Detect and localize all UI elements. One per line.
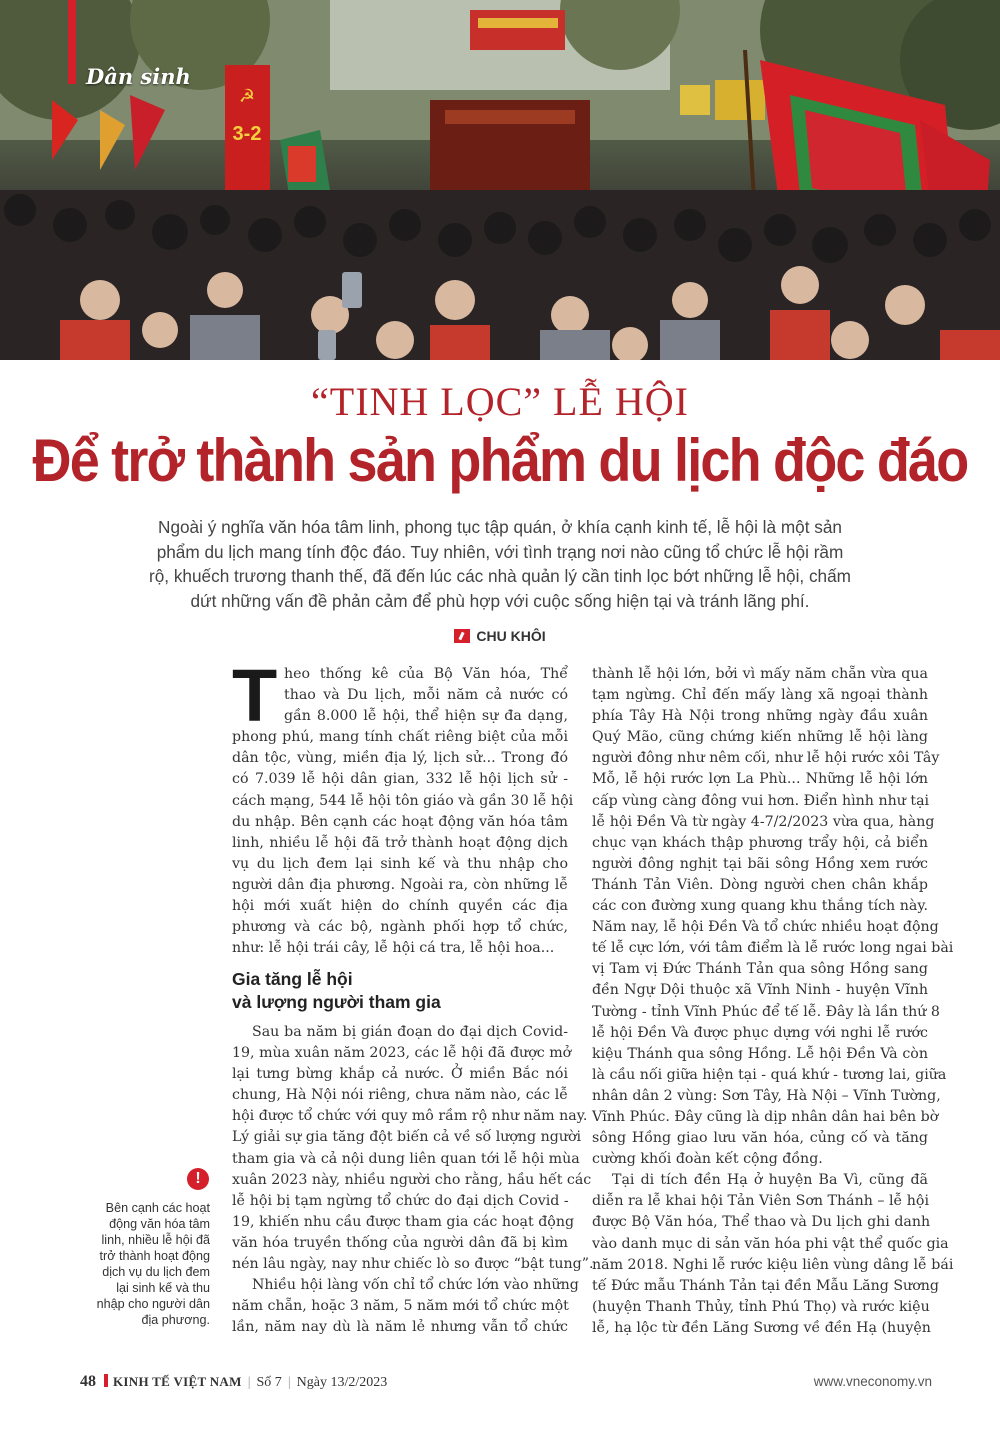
body-line: như: lễ hội trái cây, lễ hội cá tra, lễ hội hoa... bbox=[232, 940, 555, 957]
body-line: diễn ra lễ khai hội Tản Viên Sơn Thánh – lễ hội bbox=[592, 1193, 929, 1210]
body-line: văn hóa truyền thống của người dân đã bị kìm bbox=[232, 1234, 568, 1251]
note-line: động văn hóa tâm bbox=[109, 1217, 210, 1231]
section-marker bbox=[68, 0, 76, 84]
subhead-line: và lượng người tham gia bbox=[232, 992, 441, 1012]
svg-text:☭: ☭ bbox=[238, 86, 256, 107]
body-line: Tại di tích đền Hạ ở huyện Ba Vì, cũng đã bbox=[612, 1172, 928, 1189]
body-line: chung, Hà Nội nói riêng, chưa năm nào, các lễ bbox=[232, 1087, 568, 1104]
body-line: đền Ngự Dội thuộc xã Vĩnh Ninh - huyện Vĩnh bbox=[592, 982, 928, 999]
body-line: tế lễ cực lớn, với tâm điểm là lễ rước long ngai bài bbox=[592, 940, 954, 957]
body-line: hội mới xuất hiện do chính quyền các địa bbox=[232, 898, 568, 915]
footer-separator: | bbox=[287, 1375, 291, 1390]
pen-icon bbox=[454, 629, 470, 643]
article-headline: Để trở thành sản phẩm du lịch độc đáo bbox=[32, 427, 968, 495]
magazine-name: KINH TẾ VIỆT NAM bbox=[113, 1374, 242, 1389]
body-line: tham gia và cả nội dung liên quan tới lễ hội mùa bbox=[232, 1150, 580, 1167]
author-name: CHU KHÔI bbox=[476, 628, 546, 644]
festival-crowd-illustration bbox=[0, 0, 1000, 360]
body-line: thao và Du lịch, mỗi năm cả nước có bbox=[284, 687, 568, 704]
page-number: 48 bbox=[80, 1373, 96, 1390]
body-line: lần, năm nay dù là năm lẻ nhưng vẫn tổ chức bbox=[232, 1319, 568, 1336]
body-line: vào danh mục di sản văn hóa phi vật thể quốc gia bbox=[592, 1235, 949, 1252]
body-line: cường khối đoàn kết cộng đồng. bbox=[592, 1151, 823, 1168]
body-line: phương và các bộ, ngành phối hợp tổ chức, bbox=[232, 919, 568, 936]
body-line: heo thống kê của Bộ Văn hóa, Thể bbox=[284, 666, 568, 682]
lead-line: Ngoài ý nghĩa văn hóa tâm linh, phong tục tập quán, ở khía cạnh kinh tế, lễ hội là một sản bbox=[158, 517, 842, 537]
lead-line: rộ, khuếch trương thanh thế, đã đến lúc các nhà quản lý cần tinh lọc bớt những lễ hội, chấm bbox=[149, 566, 851, 586]
body-line: Tường - tỉnh Vĩnh Phúc để tế lễ. Đây là lần thứ 8 bbox=[592, 1003, 940, 1020]
website-link[interactable]: www.vneconomy.vn bbox=[813, 1374, 932, 1389]
body-line: kiệu Thánh qua sông Hồng. Lễ hội Đền Và còn bbox=[592, 1045, 928, 1062]
body-line: nén lâu ngày, nay như chiếc lò so được “bật tung”. bbox=[232, 1256, 594, 1273]
body-line: các con đường xung quang khu thắng tích này. bbox=[592, 898, 928, 915]
body-line: có 7.039 lễ hội dân gian, 332 lễ hội lịch sử - bbox=[232, 771, 568, 788]
body-line: tế Đức mẫu Thánh Tản tại đền Mẫu Lăng Sương bbox=[592, 1277, 939, 1294]
body-line: linh, nhiều lễ hội đã trở thành hoạt động dịch bbox=[232, 834, 568, 851]
body-line: gần 8.000 lễ hội, thể hiện sự đa dạng, bbox=[284, 708, 568, 725]
body-line: (huyện Thanh Thủy, tỉnh Phú Thọ) và rước kiệu bbox=[592, 1298, 930, 1315]
body-line: dân tộc, vùng, miền địa lý, lịch sử... Trong đó bbox=[232, 750, 568, 767]
drop-cap: T bbox=[232, 654, 278, 737]
body-line: người dân địa phương. Ngoài ra, còn những lễ bbox=[232, 876, 568, 893]
body-line: Lý giải sự gia tăng đột biến cả về số lượng người bbox=[232, 1129, 582, 1146]
subhead-line: Gia tăng lễ hội bbox=[232, 969, 353, 989]
body-line: lễ, hạ lộc từ đền Lăng Sương về đền Hạ (huyện bbox=[592, 1319, 931, 1336]
body-line: Vĩnh Phúc. Đây cũng là dịp nhân dân hai bên bờ bbox=[592, 1108, 939, 1125]
body-line: Sau ba năm bị gián đoạn do đại dịch Covid- bbox=[252, 1024, 568, 1040]
body-line: tạm ngừng. Chỉ đến mấy làng xã ngoại thành bbox=[592, 687, 928, 704]
banner-text: 3-2 bbox=[232, 123, 262, 145]
body-line: lễ hội Đền Và từ ngày 4-7/2/2023 vừa qua, hàng bbox=[592, 813, 935, 830]
body-line: phía Tây Hà Nội trong những ngày đầu xuân bbox=[592, 708, 928, 725]
body-column-1-part-2 bbox=[232, 1022, 594, 1338]
byline bbox=[0, 628, 1000, 644]
page-footer bbox=[80, 1373, 932, 1395]
body-line: sông Hồng giao lưu văn hóa, củng cố và tăng bbox=[592, 1130, 928, 1147]
body-line: Mỗ, lễ hội rước lợn La Phù... Những lễ hội lớn bbox=[592, 771, 928, 788]
body-line: 19, mùa xuân năm 2023, các lễ hội đã được mở bbox=[232, 1045, 572, 1062]
body-line: vụ du lịch đem lại sinh kế và thu nhập cho bbox=[232, 855, 568, 872]
note-line: nhập cho người dân bbox=[96, 1297, 210, 1311]
note-line: linh, nhiều lễ hội đã bbox=[101, 1233, 210, 1247]
body-line: nhân dân 2 vùng: Sơn Tây, Hà Nội – Vĩnh Tường, bbox=[592, 1087, 941, 1104]
footer-marker bbox=[104, 1374, 108, 1387]
body-line: lễ hội bị tạm ngừng tổ chức do đại dịch Covid - bbox=[232, 1192, 569, 1209]
body-line: Thánh Tản Viên. Dòng người chen chân khắp bbox=[592, 876, 928, 893]
body-line: năm 2018. Nghi lễ rước kiệu liên vùng dâng lễ bái bbox=[592, 1256, 954, 1273]
article-kicker: “TINH LỌC” LỄ HỘI bbox=[311, 379, 689, 424]
body-line: người đông nghịt tại bãi sông Hồng xem rước bbox=[592, 855, 928, 872]
body-line: lại tưng bừng khắp cả nước. Ở miền Bắc nói bbox=[232, 1066, 568, 1083]
note-line: địa phương. bbox=[141, 1313, 210, 1327]
body-line: 19, khiến nhu cầu được tham gia các hoạt động bbox=[232, 1213, 575, 1230]
body-line: cách mạng, 544 lễ hội tôn giáo và gần 30 lễ hội bbox=[232, 792, 574, 809]
body-line: là cầu nối giữa hiện tại - quá khứ - tương lai, giữa bbox=[592, 1066, 947, 1083]
side-note bbox=[80, 1200, 210, 1328]
article-lead bbox=[128, 515, 872, 613]
note-line: lại sinh kế và thu bbox=[116, 1281, 210, 1295]
lead-line: phẩm du lịch mang tính độc đáo. Tuy nhiên, với tình trạng nơi nào cũng tổ chức lễ hội rầm bbox=[156, 541, 844, 562]
section-label: Dân sinh bbox=[86, 64, 191, 89]
lead-line: dứt những vấn đề phản cảm để phù hợp với cuộc sống hiện tại và tránh lãng phí. bbox=[190, 590, 810, 611]
body-line: Nhiều hội làng vốn chỉ tổ chức lớn vào những bbox=[252, 1277, 579, 1294]
body-line: thành lễ hội lớn, bởi vì mấy năm chẵn vừa qua bbox=[592, 666, 928, 682]
body-column-1 bbox=[232, 654, 574, 959]
section-subhead bbox=[232, 968, 568, 1014]
note-line: dịch vụ du lịch đem bbox=[102, 1265, 210, 1279]
body-line: xuân 2023 này, nhiều người cho rằng, hầu hết các bbox=[232, 1171, 592, 1188]
body-line: năm chẵn, hoặc 3 năm, 5 năm mới tổ chức một bbox=[232, 1298, 569, 1315]
hero-photo bbox=[0, 0, 1000, 360]
body-line: du nhập. Bên cạnh các hoạt động văn hóa tâm bbox=[232, 813, 568, 830]
body-line: Năm nay, lễ hội Đền Và tổ chức nhiều hoạt động bbox=[592, 919, 939, 936]
body-line: vị Tam vị Đức Thánh Tản qua sông Hồng sang bbox=[592, 961, 928, 978]
body-line: Quý Mão, cũng chứng kiến những lễ hội làng bbox=[592, 729, 928, 746]
note-line: Bên cạnh các hoạt bbox=[105, 1201, 210, 1215]
issue-date: Ngày 13/2/2023 bbox=[296, 1375, 388, 1390]
body-line: lễ hội Đền Và được phục dựng với nghi lễ rước bbox=[592, 1024, 928, 1041]
body-line: hội được tổ chức với quy mô rầm rộ như năm nay. bbox=[232, 1108, 588, 1125]
issue-number: Số 7 bbox=[256, 1375, 282, 1390]
footer-separator: | bbox=[247, 1375, 251, 1390]
body-line: cấp vùng càng đông vui hơn. Điển hình như tại bbox=[592, 792, 930, 809]
note-line: trở thành hoạt động bbox=[99, 1249, 210, 1263]
body-line: phong phú, mang tính chất riêng biệt của mỗi bbox=[232, 729, 568, 746]
body-line: người đông như nêm cối, như lễ hội rước xôi Tây bbox=[592, 750, 940, 767]
body-line: được Bộ Văn hóa, Thể thao và Du lịch ghi danh bbox=[592, 1214, 931, 1231]
body-column-2 bbox=[592, 664, 954, 1339]
body-line: chục vạn khách thập phương trẩy hội, cả biển bbox=[592, 834, 928, 851]
exclamation-icon: ! bbox=[187, 1168, 209, 1190]
